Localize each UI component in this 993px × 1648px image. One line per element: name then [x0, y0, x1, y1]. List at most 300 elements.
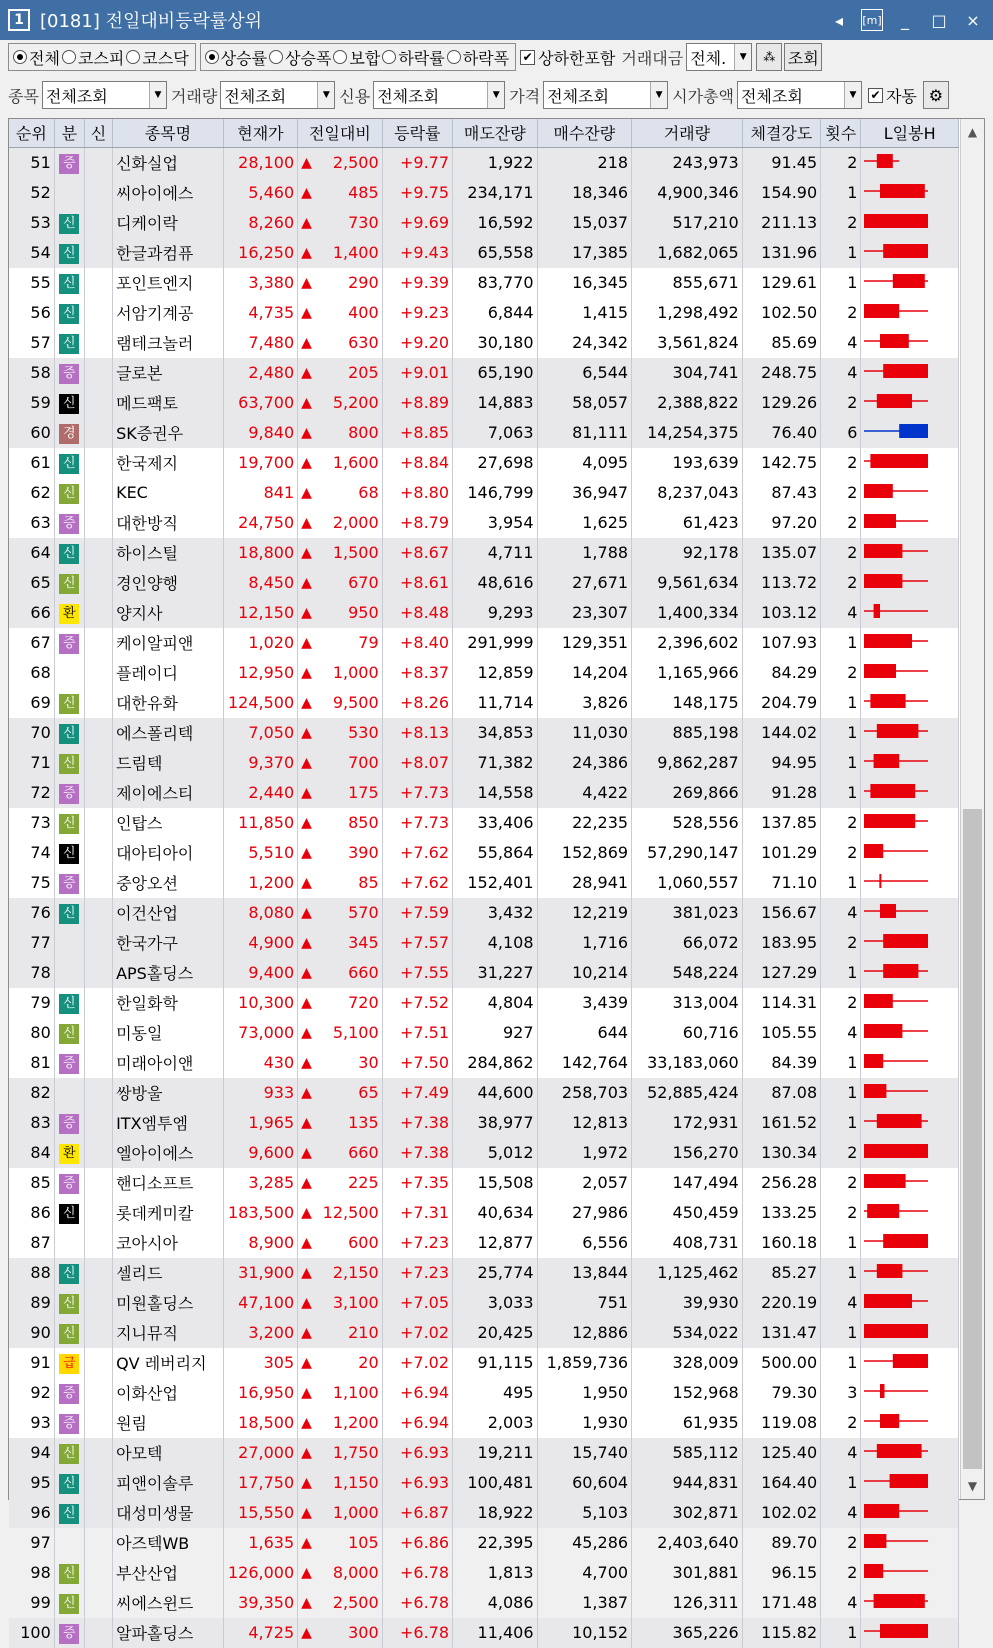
table-row[interactable] [9, 1468, 959, 1498]
candle-body [864, 1504, 899, 1518]
table-row[interactable] [9, 658, 959, 688]
volume-cell: 4,900,346 [632, 178, 743, 208]
count-cell: 1 [821, 718, 861, 748]
query-button[interactable]: 조회 [784, 43, 822, 71]
chevron-down-icon[interactable]: ▼ [149, 82, 166, 108]
candle-body [864, 1084, 886, 1098]
stock-select[interactable] [42, 81, 167, 109]
stock-name-cell[interactable]: 포인트엔지 [113, 268, 224, 298]
rank-cell: 90 [9, 1318, 54, 1348]
table-row[interactable] [9, 898, 959, 928]
current-price-cell: 18,500 [223, 1408, 297, 1438]
market-badge-cell [54, 388, 84, 418]
table-row[interactable] [9, 208, 959, 238]
table-row[interactable] [9, 478, 959, 508]
current-price-cell: 19,700 [223, 448, 297, 478]
credit-cell [84, 1408, 112, 1438]
bid-remain-cell: 16,345 [537, 268, 632, 298]
current-price-cell: 8,080 [223, 898, 297, 928]
change-value: 1,100 [332, 1383, 379, 1402]
status-badge: 신 [59, 1204, 79, 1224]
stock-name-cell[interactable]: 한국제지 [113, 448, 224, 478]
rank-cell: 77 [9, 928, 54, 958]
stock-name-cell[interactable]: 제이에스티 [113, 778, 224, 808]
stock-name-cell[interactable]: 부산산업 [113, 1558, 224, 1588]
market-badge-cell [54, 718, 84, 748]
daily-candle [861, 568, 931, 594]
volume-cell: 172,931 [632, 1108, 743, 1138]
count-cell: 1 [821, 748, 861, 778]
table-row[interactable] [9, 928, 959, 958]
scroll-down-icon[interactable]: ▼ [967, 1479, 978, 1493]
table-row[interactable] [9, 1078, 959, 1108]
candle-body [874, 754, 900, 768]
volume-select[interactable] [220, 81, 335, 109]
rate-cell: +7.38 [382, 1108, 452, 1138]
stock-name-cell[interactable]: 경인양행 [113, 568, 224, 598]
up-arrow-icon: ▲ [301, 875, 312, 891]
change-cell [298, 1258, 382, 1288]
bid-remain-cell: 15,037 [537, 208, 632, 238]
rank-cell: 65 [9, 568, 54, 598]
candle-body [880, 874, 882, 888]
table-row[interactable] [9, 388, 959, 418]
table-row[interactable] [9, 238, 959, 268]
count-cell: 2 [821, 508, 861, 538]
volume-cell: 60,716 [632, 1018, 743, 1048]
direction-radio-3[interactable] [382, 46, 444, 69]
stock-name-cell[interactable]: 씨아이에스 [113, 178, 224, 208]
stock-name-cell[interactable]: 인탑스 [113, 808, 224, 838]
up-arrow-icon: ▲ [301, 995, 312, 1011]
stock-name-cell[interactable]: 중앙오션 [113, 868, 224, 898]
mcap-value: 전체조회 [740, 86, 803, 106]
volume-amount-label: 거래대금 [621, 48, 684, 68]
strength-cell: 103.12 [742, 598, 820, 628]
column-header[interactable]: 현재가 [223, 119, 297, 147]
stock-name-cell[interactable]: 미동일 [113, 1018, 224, 1048]
rate-cell: +6.78 [382, 1588, 452, 1618]
candle-body [900, 424, 929, 438]
up-arrow-icon: ▲ [301, 635, 312, 651]
daily-candle [861, 1018, 931, 1044]
change-value: 30 [358, 1053, 379, 1072]
ask-remain-cell: 48,616 [453, 568, 537, 598]
current-price-cell: 28,100 [223, 147, 297, 178]
stock-name-cell[interactable]: 에스폴리텍 [113, 718, 224, 748]
table-row[interactable] [9, 1198, 959, 1228]
column-header[interactable]: 매도잔량 [453, 119, 537, 147]
change-cell [298, 1558, 382, 1588]
bid-remain-cell: 12,886 [537, 1318, 632, 1348]
bid-remain-cell: 1,415 [537, 298, 632, 328]
credit-cell [84, 1438, 112, 1468]
settings-button[interactable] [923, 81, 949, 109]
volume-cell: 156,270 [632, 1138, 743, 1168]
stock-name-cell[interactable]: 대아티아이 [113, 838, 224, 868]
stock-name-cell[interactable]: 롯데케미칼 [113, 1198, 224, 1228]
table-row[interactable] [9, 868, 959, 898]
market-radio-2[interactable] [126, 46, 188, 69]
column-header[interactable]: 전일대비 [298, 119, 382, 147]
status-badge: 신 [59, 694, 79, 714]
table-row[interactable] [9, 1438, 959, 1468]
bid-remain-cell: 1,387 [537, 1588, 632, 1618]
table-row[interactable] [9, 328, 959, 358]
stock-name-cell[interactable]: 플레이디 [113, 658, 224, 688]
market-badge-cell [54, 298, 84, 328]
market-radio-1[interactable] [62, 46, 124, 69]
stock-name-cell[interactable]: 이화산업 [113, 1378, 224, 1408]
rate-cell: +9.75 [382, 178, 452, 208]
direction-radio-0[interactable] [205, 46, 267, 69]
stock-name-cell[interactable]: 코아시아 [113, 1228, 224, 1258]
stock-name-cell[interactable]: 미원홀딩스 [113, 1288, 224, 1318]
table-row[interactable] [9, 1228, 959, 1258]
table-row[interactable] [9, 628, 959, 658]
radio-button-icon[interactable] [382, 50, 396, 64]
stock-name-cell[interactable]: 대한유화 [113, 688, 224, 718]
table-row[interactable] [9, 178, 959, 208]
candle-cell [861, 748, 959, 778]
table-row[interactable] [9, 598, 959, 628]
column-header[interactable]: 분 [54, 119, 84, 147]
table-row[interactable] [9, 1408, 959, 1438]
rate-cell: +7.59 [382, 898, 452, 928]
stock-name-cell[interactable]: 신화실업 [113, 147, 224, 178]
stock-name-cell[interactable]: 한글과컴퓨 [113, 238, 224, 268]
credit-cell [84, 328, 112, 358]
stock-name-cell[interactable]: 아모텍 [113, 1438, 224, 1468]
column-header[interactable]: 매수잔량 [537, 119, 632, 147]
column-header[interactable]: 체결강도 [742, 119, 820, 147]
change-cell [298, 898, 382, 928]
title-bar [0, 0, 993, 40]
table-row[interactable] [9, 1348, 959, 1378]
stock-name-cell[interactable]: APS홀딩스 [113, 958, 224, 988]
current-price-cell: 1,200 [223, 868, 297, 898]
table-row[interactable] [9, 538, 959, 568]
change-cell [298, 598, 382, 628]
table-row[interactable] [9, 1288, 959, 1318]
table-row[interactable] [9, 418, 959, 448]
credit-select[interactable] [373, 81, 505, 109]
table-row[interactable] [9, 1498, 959, 1528]
mcap-select[interactable] [737, 81, 862, 109]
table-row[interactable] [9, 1588, 959, 1618]
volume-cell: 152,968 [632, 1378, 743, 1408]
table-row[interactable] [9, 147, 959, 178]
stock-name-cell[interactable]: 알파홀딩스 [113, 1618, 224, 1648]
stock-name-cell[interactable]: 하이스틸 [113, 538, 224, 568]
credit-cell [84, 658, 112, 688]
volume-cell: 585,112 [632, 1438, 743, 1468]
stock-name-cell[interactable]: 케이알피앤 [113, 628, 224, 658]
stock-name-cell[interactable]: 디케이락 [113, 208, 224, 238]
candle-body [864, 574, 902, 588]
candle-body [884, 364, 929, 378]
radio-button-icon[interactable] [333, 50, 347, 64]
count-cell: 1 [821, 1108, 861, 1138]
stock-name-cell[interactable]: 엘아이에스 [113, 1138, 224, 1168]
table-row[interactable] [9, 568, 959, 598]
radio-button-icon[interactable] [269, 50, 283, 64]
market-badge-cell [54, 1378, 84, 1408]
table-row[interactable] [9, 1318, 959, 1348]
chevron-down-icon[interactable]: ▼ [734, 44, 751, 70]
direction-radio-2[interactable] [333, 46, 380, 69]
table-row[interactable] [9, 718, 959, 748]
up-arrow-icon: ▲ [301, 1625, 312, 1641]
up-arrow-icon: ▲ [301, 1175, 312, 1191]
auto-checkbox[interactable] [868, 84, 917, 107]
candle-body [877, 154, 893, 168]
count-cell: 4 [821, 1498, 861, 1528]
stock-name-cell[interactable]: 글로본 [113, 358, 224, 388]
radio-button-icon[interactable] [447, 50, 461, 64]
scroll-thumb[interactable] [963, 809, 982, 1469]
volume-amount-select[interactable] [686, 43, 752, 71]
credit-cell [84, 808, 112, 838]
up-arrow-icon: ▲ [301, 1295, 312, 1311]
credit-cell [84, 568, 112, 598]
table-row[interactable] [9, 1528, 959, 1558]
table-row[interactable] [9, 808, 959, 838]
volume-cell: 302,871 [632, 1498, 743, 1528]
limit-checkbox[interactable] [520, 46, 615, 69]
candle-cell [861, 988, 959, 1018]
stock-name-cell[interactable]: 셀리드 [113, 1258, 224, 1288]
table-row[interactable] [9, 1138, 959, 1168]
change-value: 85 [358, 873, 379, 892]
rank-cell: 74 [9, 838, 54, 868]
up-arrow-icon: ▲ [301, 1145, 312, 1161]
strength-cell: 125.40 [742, 1438, 820, 1468]
table-row[interactable] [9, 778, 959, 808]
count-cell: 2 [821, 208, 861, 238]
market-badge-cell [54, 1168, 84, 1198]
strength-cell: 133.25 [742, 1198, 820, 1228]
change-value: 175 [348, 783, 379, 802]
table-row[interactable] [9, 508, 959, 538]
column-header[interactable]: L일봉H [861, 119, 959, 147]
scroll-up-icon[interactable]: ▲ [967, 125, 978, 139]
column-header[interactable]: 순위 [9, 119, 54, 147]
status-badge: 신 [59, 1504, 79, 1524]
strength-cell: 171.48 [742, 1588, 820, 1618]
credit-cell [84, 298, 112, 328]
strength-cell: 115.82 [742, 1618, 820, 1648]
current-price-cell: 31,900 [223, 1258, 297, 1288]
stock-name-cell[interactable]: KEC [113, 478, 224, 508]
ask-remain-cell: 2,003 [453, 1408, 537, 1438]
stock-name-cell[interactable]: 원림 [113, 1408, 224, 1438]
stock-name-cell[interactable]: 아즈텍WB [113, 1528, 224, 1558]
table-row[interactable] [9, 838, 959, 868]
stock-name-cell[interactable]: 쌍방울 [113, 1078, 224, 1108]
count-cell: 1 [821, 1048, 861, 1078]
credit-cell [84, 1258, 112, 1288]
stock-name-cell[interactable]: 드림텍 [113, 748, 224, 778]
current-price-cell: 12,150 [223, 598, 297, 628]
column-header[interactable]: 신 [84, 119, 112, 147]
status-badge: 신 [59, 214, 79, 234]
change-cell [298, 388, 382, 418]
table-row[interactable] [9, 1258, 959, 1288]
stock-name-cell[interactable]: 대성미생물 [113, 1498, 224, 1528]
price-select[interactable] [543, 81, 668, 109]
table-row[interactable] [9, 1018, 959, 1048]
rate-cell: +7.52 [382, 988, 452, 1018]
credit-cell [84, 688, 112, 718]
change-value: 530 [348, 723, 379, 742]
status-badge: 신 [59, 754, 79, 774]
market-radio-0[interactable] [13, 46, 60, 69]
candle-body [880, 184, 925, 198]
stock-name-cell[interactable]: 핸디소프트 [113, 1168, 224, 1198]
rank-cell: 63 [9, 508, 54, 538]
table-row[interactable] [9, 1108, 959, 1138]
table-row[interactable] [9, 988, 959, 1018]
stock-name-cell[interactable]: 램테크놀러 [113, 328, 224, 358]
daily-candle [861, 178, 931, 204]
chevron-down-icon[interactable]: ▼ [650, 82, 667, 108]
up-arrow-icon: ▲ [301, 755, 312, 771]
rate-cell: +6.78 [382, 1618, 452, 1648]
chevron-down-icon[interactable]: ▼ [487, 82, 504, 108]
close-icon[interactable]: × [966, 10, 980, 30]
rank-cell: 58 [9, 358, 54, 388]
volume-cell: 381,023 [632, 898, 743, 928]
change-cell [298, 928, 382, 958]
credit-cell [84, 1138, 112, 1168]
auto-label: 자동 [885, 86, 917, 106]
volume-cell: 1,682,065 [632, 238, 743, 268]
column-header[interactable]: 등락률 [382, 119, 452, 147]
status-badge: 신 [59, 574, 79, 594]
stock-name-cell[interactable]: ITX엠투엠 [113, 1108, 224, 1138]
radio-button-icon[interactable] [13, 50, 27, 64]
direction-radio-1[interactable] [269, 46, 331, 69]
up-arrow-icon: ▲ [301, 665, 312, 681]
stock-name-cell[interactable]: 씨에스윈드 [113, 1588, 224, 1618]
credit-cell [84, 208, 112, 238]
bid-remain-cell: 24,342 [537, 328, 632, 358]
count-cell: 1 [821, 1468, 861, 1498]
stock-name-cell[interactable]: 한국가구 [113, 928, 224, 958]
table-row[interactable] [9, 958, 959, 988]
stock-name-cell[interactable]: 대한방직 [113, 508, 224, 538]
strength-cell: 79.30 [742, 1378, 820, 1408]
table-row[interactable] [9, 1618, 959, 1648]
radio-button-icon[interactable] [62, 50, 76, 64]
change-cell [298, 1528, 382, 1558]
stock-name-cell[interactable]: 미래아이앤 [113, 1048, 224, 1078]
table-row[interactable] [9, 748, 959, 778]
status-badge: 신 [59, 544, 79, 564]
candle-cell [861, 688, 959, 718]
stock-name-cell[interactable]: QV 레버리지 [113, 1348, 224, 1378]
table-row[interactable] [9, 1168, 959, 1198]
minimize-icon[interactable]: _ [901, 10, 909, 30]
strength-cell: 87.08 [742, 1078, 820, 1108]
table-row[interactable] [9, 1048, 959, 1078]
table-row[interactable] [9, 268, 959, 298]
stock-name-cell[interactable]: 이건산업 [113, 898, 224, 928]
credit-cell [84, 958, 112, 988]
credit-cell [84, 238, 112, 268]
ask-remain-cell: 3,033 [453, 1288, 537, 1318]
stock-name-cell[interactable]: SK증권우 [113, 418, 224, 448]
daily-candle [861, 688, 931, 714]
chevron-down-icon[interactable]: ▼ [844, 82, 861, 108]
checkbox-checked-icon[interactable]: ✔ [520, 50, 535, 65]
column-header[interactable]: 거래량 [632, 119, 743, 147]
change-cell [298, 147, 382, 178]
stock-name-cell[interactable]: 피앤이솔루 [113, 1468, 224, 1498]
stock-name-cell[interactable]: 지니뮤직 [113, 1318, 224, 1348]
table-row[interactable] [9, 358, 959, 388]
vertical-scrollbar[interactable] [960, 119, 984, 1499]
rate-cell: +8.79 [382, 508, 452, 538]
strength-cell: 130.34 [742, 1138, 820, 1168]
ask-remain-cell: 9,293 [453, 598, 537, 628]
direction-radio-4[interactable] [447, 46, 509, 69]
rank-cell: 60 [9, 418, 54, 448]
candle-cell [861, 1438, 959, 1468]
candle-cell [861, 1348, 959, 1378]
rank-cell: 52 [9, 178, 54, 208]
count-cell: 2 [821, 988, 861, 1018]
market-badge-cell [54, 808, 84, 838]
stock-name-cell[interactable]: 메드팩토 [113, 388, 224, 418]
checkbox-checked-icon[interactable]: ✔ [868, 88, 883, 103]
filter-settings-button[interactable] [756, 43, 782, 71]
candle-body [871, 454, 929, 468]
status-badge: 신 [59, 394, 79, 414]
strength-cell: 102.50 [742, 298, 820, 328]
stock-name-cell[interactable]: 양지사 [113, 598, 224, 628]
maximize-icon[interactable]: □ [931, 10, 947, 30]
table-row[interactable] [9, 1378, 959, 1408]
count-cell: 3 [821, 1378, 861, 1408]
column-header[interactable]: 횟수 [821, 119, 861, 147]
daily-candle [861, 1048, 931, 1074]
volume-cell: 9,862,287 [632, 748, 743, 778]
table-row[interactable] [9, 688, 959, 718]
chevron-down-icon[interactable]: ▼ [317, 82, 334, 108]
window-number[interactable]: 1 [8, 9, 30, 31]
stock-name-cell[interactable]: 한일화학 [113, 988, 224, 1018]
ask-remain-cell: 15,508 [453, 1168, 537, 1198]
strength-cell: 161.52 [742, 1108, 820, 1138]
stock-name-cell[interactable]: 서암기계공 [113, 298, 224, 328]
radio-button-icon[interactable] [126, 50, 140, 64]
table-row[interactable] [9, 298, 959, 328]
prev-screen-icon[interactable]: ◂ [834, 10, 844, 30]
table-row[interactable] [9, 1558, 959, 1588]
column-header[interactable]: 종목명 [113, 119, 224, 147]
candle-body [877, 1114, 922, 1128]
current-price-cell: 16,250 [223, 238, 297, 268]
change-cell [298, 448, 382, 478]
strength-cell: 183.95 [742, 928, 820, 958]
table-row[interactable] [9, 448, 959, 478]
screen-menu-icon[interactable]: [m] [861, 9, 883, 31]
rank-cell: 96 [9, 1498, 54, 1528]
radio-button-icon[interactable] [205, 50, 219, 64]
daily-candle [861, 328, 931, 354]
